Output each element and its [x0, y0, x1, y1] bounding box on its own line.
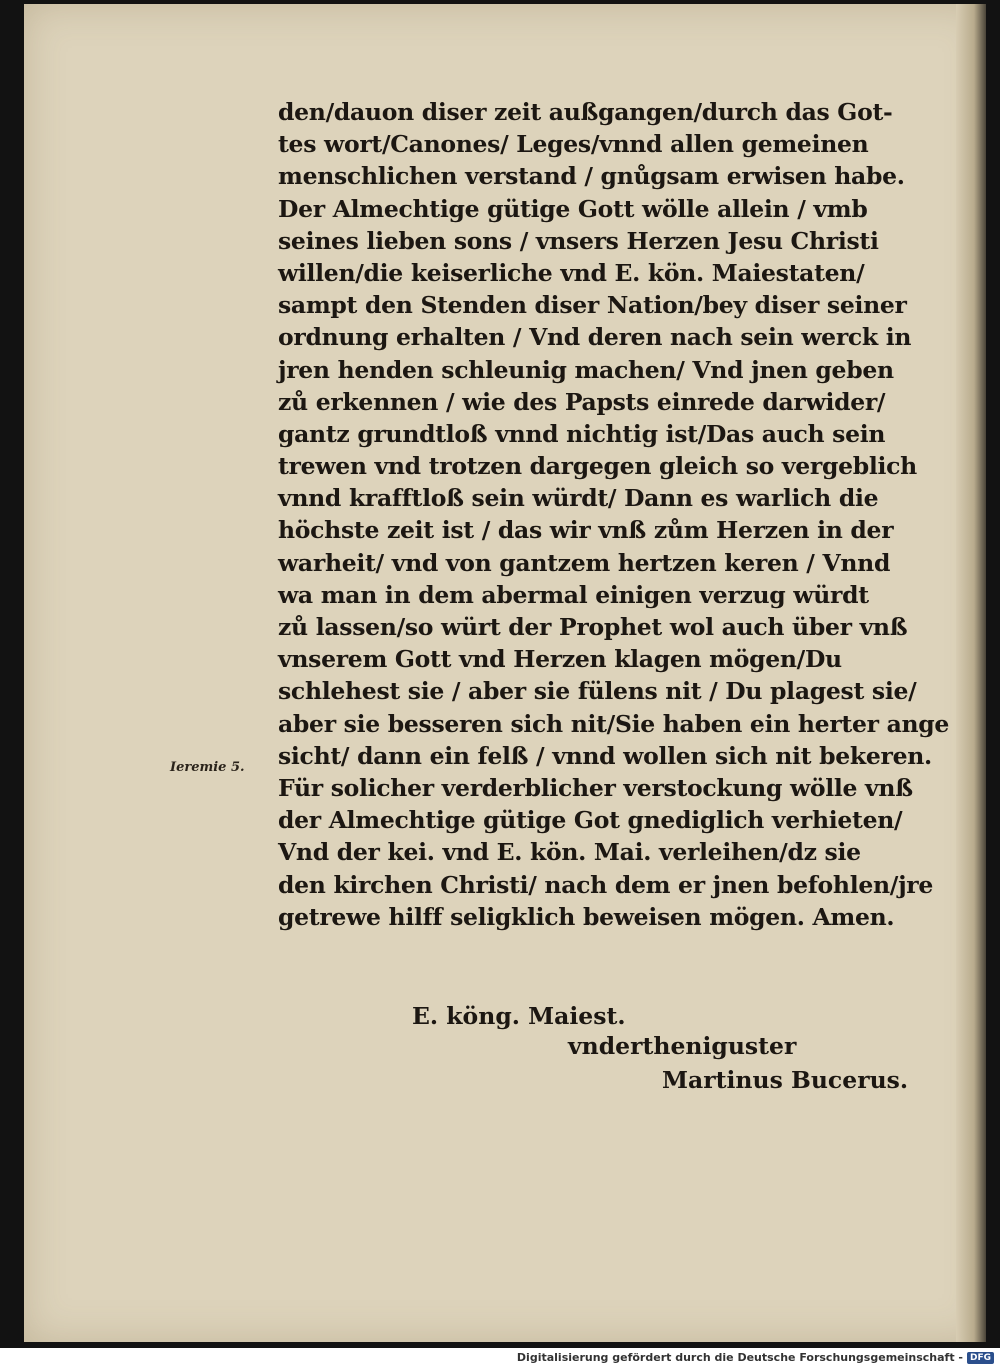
- text-line: Für solicher verderblicher verstockung wölle vnß: [278, 773, 913, 802]
- dfg-logo: DFG: [967, 1352, 994, 1364]
- text-line: willen/die keiserliche vnd E. kön. Maiestaten/: [278, 258, 865, 287]
- text-line: aber sie besseren sich nit/Sie haben ein herter ange: [278, 709, 950, 738]
- closing-salutation: E. köng. Maiest.: [412, 1002, 626, 1030]
- text-line: zů erkennen / wie des Papsts einrede darwider/: [278, 387, 886, 416]
- text-line: der Almechtige gütige Got gnediglich verhieten/: [278, 806, 903, 835]
- text-line: schlehest sie / aber sie fülens nit / Du plagest sie/: [278, 677, 917, 706]
- text-line: getrewe hilff seligklich beweisen mögen. Amen.: [278, 902, 895, 931]
- closing-signature: Martinus Bucerus.: [662, 1066, 909, 1094]
- text-line: Vnd der kei. vnd E. kön. Mai. verleihen/dz sie: [278, 838, 861, 867]
- footer-bar: [0, 1348, 1000, 1367]
- text-line: sicht/ dann ein felß / vnnd wollen sich nit bekeren.: [278, 741, 932, 770]
- text-line: seines lieben sons / vnsers Herzen Jesu Christi: [278, 226, 879, 255]
- page-spine-shadow: [956, 4, 986, 1342]
- text-line: tes wort/Canones/ Leges/vnnd allen gemeinen: [278, 130, 869, 159]
- text-line: gantz grundtloß vnnd nichtig ist/Das auch sein: [278, 419, 886, 448]
- main-text-block: [278, 96, 950, 933]
- text-line: Der Almechtige gütige Gott wölle allein / vmb: [278, 194, 868, 223]
- text-line: zů lassen/so würt der Prophet wol auch über vnß: [278, 613, 908, 641]
- marginal-note: Ieremie 5.: [170, 760, 245, 775]
- text-line: jren henden schleunig machen/ Vnd jnen geben: [278, 355, 894, 384]
- text-line: ordnung erhalten / Vnd deren nach sein werck in: [278, 323, 912, 352]
- footer-funding-text: Digitalisierung gefördert durch die Deutsche Forschungsgemeinschaft -: [516, 1351, 963, 1364]
- text-line: wa man in dem abermal einigen verzug würdt: [278, 580, 869, 609]
- text-line: warheit/ vnd von gantzem hertzen keren / Vnnd: [278, 548, 891, 577]
- text-line: den kirchen Christi/ nach dem er jnen befohlen/jre: [278, 870, 934, 899]
- text-line: den/dauon diser zeit außgangen/durch das Got-: [278, 98, 893, 126]
- text-line: vnnd krafftloß sein würdt/ Dann es warlich die: [278, 484, 879, 513]
- text-line: trewen vnd trotzen dargegen gleich so vergeblich: [278, 452, 917, 481]
- closing-humble: vndertheniguster: [568, 1032, 797, 1060]
- text-line: vnserem Gott vnd Herzen klagen mögen/Du: [278, 645, 842, 674]
- text-line: sampt den Stenden diser Nation/bey diser seiner: [278, 291, 907, 320]
- text-line: menschlichen verstand / gnůgsam erwisen habe.: [278, 162, 905, 191]
- text-line: höchste zeit ist / das wir vnß zům Herzen in der: [278, 516, 894, 545]
